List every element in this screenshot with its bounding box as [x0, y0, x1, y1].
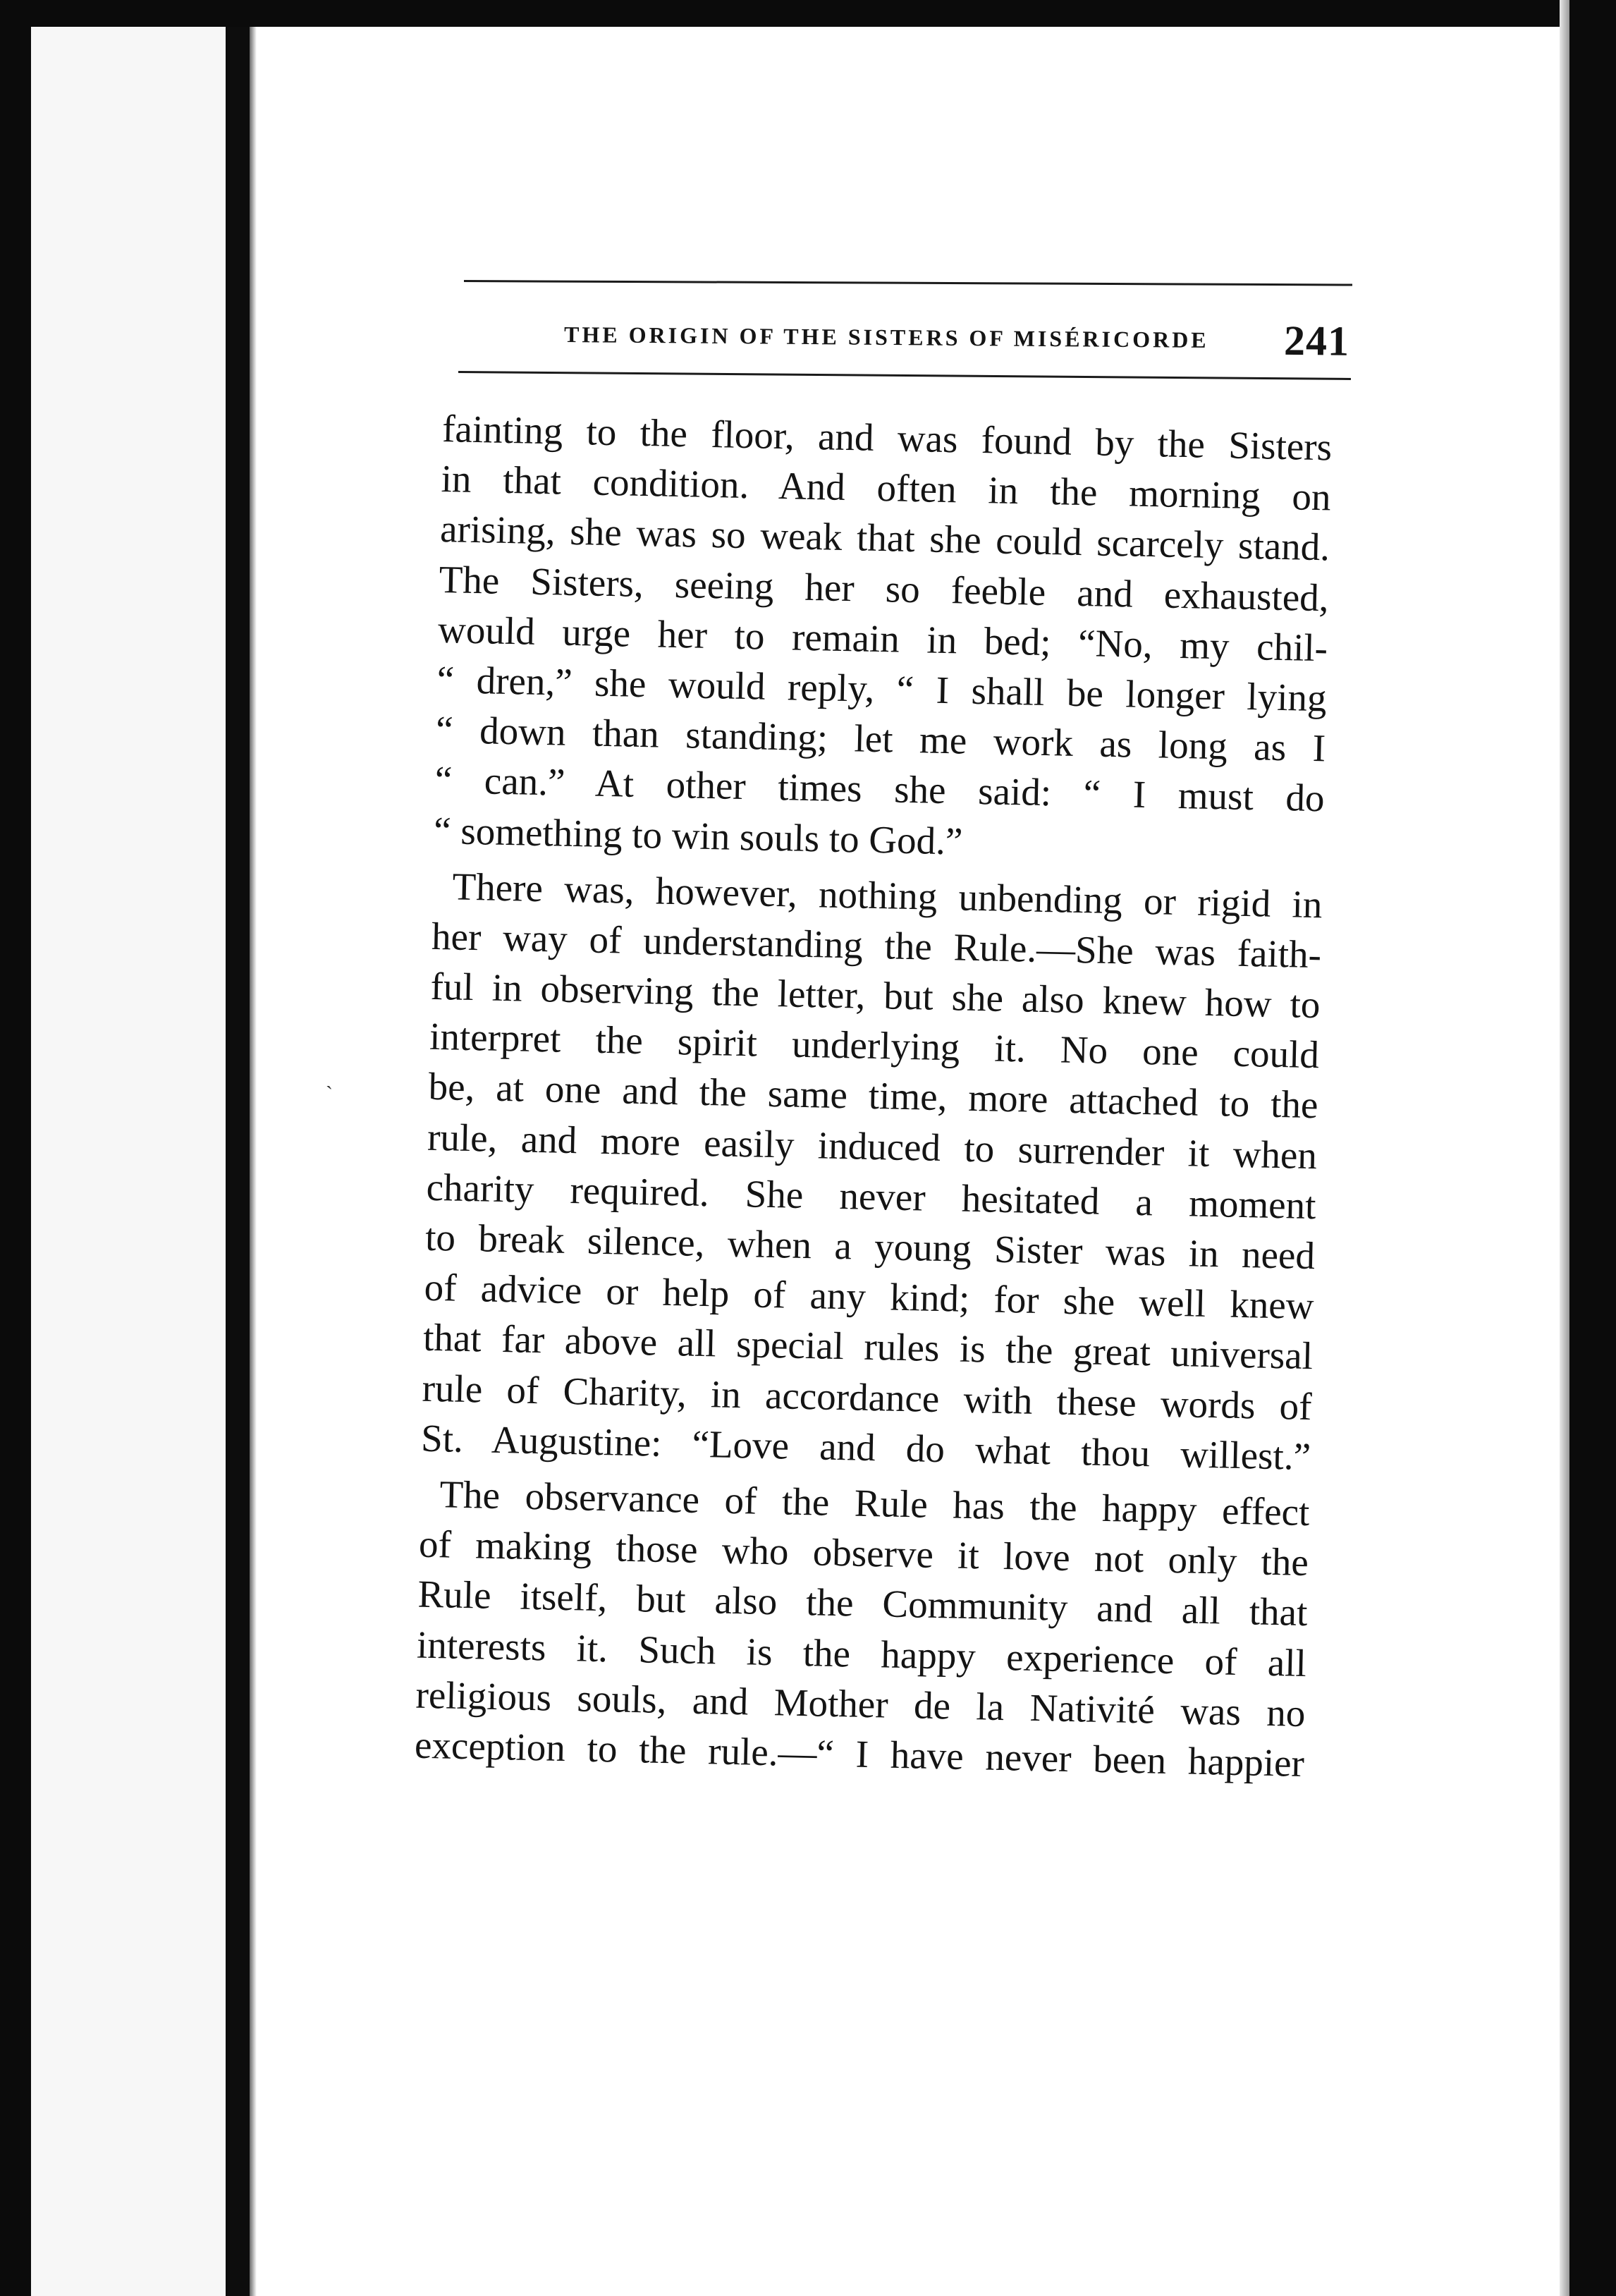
text-line: exception to the rule.—“ I have never been happier: [414, 1723, 1305, 1785]
gutter-shadow: [250, 27, 257, 2296]
text-line: rule of Charity, in accordance with these words of: [422, 1366, 1313, 1428]
text-line: The observance of the Rule has the happy effect: [439, 1472, 1310, 1534]
scan-border-top: [0, 0, 1616, 27]
scan-border-right: [1569, 0, 1616, 2296]
text-line: rule, and more easily induced to surrender it when: [427, 1115, 1318, 1177]
text-line: that far above all special rules is the great universal: [422, 1316, 1314, 1378]
page-edge-shadow: [1560, 0, 1569, 2296]
text-line: “ dren,” she would reply, “ I shall be longer lying: [436, 657, 1328, 720]
text-line: in that condition. And often in the morning on: [441, 457, 1332, 519]
scan-border-left: [0, 0, 31, 2296]
text-line: to break silence, when a young Sister was in need: [424, 1215, 1316, 1278]
page-number: 241: [1283, 317, 1350, 365]
text-line: There was, however, nothing unbending or rigid in: [452, 865, 1323, 926]
running-head-title: THE ORIGIN OF THE SISTERS OF MISÉRICORDE: [563, 322, 1209, 353]
paragraph: [434, 403, 1359, 874]
text-line: would urge her to remain in bed; “No, my chil-: [437, 607, 1328, 670]
text-line: of making those who observe it love not only the: [418, 1522, 1309, 1584]
text-line: The Sisters, seeing her so feeble and exhausted,: [439, 557, 1330, 619]
running-head: [564, 319, 1354, 375]
facing-page-edge: [31, 27, 226, 2296]
text-line: be, at one and the same time, more attached to the: [428, 1065, 1319, 1127]
text-line: of advice or help of any kind; for she well knew: [424, 1265, 1315, 1328]
text-line: “ can.” At other times she said: “ I must do: [434, 758, 1326, 820]
text-line: fainting to the floor, and was found by the Sisters: [441, 406, 1333, 469]
text-line: arising, she was so weak that she could scarcely stand.: [439, 507, 1330, 569]
text-line: Rule itself, but also the Community and all that: [417, 1572, 1308, 1635]
text-line: ful in observing the letter, but she also knew how to: [430, 964, 1321, 1027]
stray-ink-mark: ˎ: [326, 1066, 333, 1089]
paragraph: [414, 1469, 1337, 1789]
header-rule-top: [464, 280, 1352, 286]
text-line: charity required. She never hesitated a moment: [426, 1165, 1317, 1227]
text-line: interpret the spirit underlying it. No one could: [429, 1015, 1320, 1077]
text-line: her way of understanding the Rule.—She was faith-: [431, 914, 1322, 977]
body-text: [414, 403, 1359, 1789]
text-line: “ something to win souls to God.”: [433, 808, 963, 863]
text-line: St. Augustine: “Love and do what thou willest.”: [420, 1416, 1311, 1478]
paragraph: [421, 861, 1350, 1482]
text-line: interests it. Such is the happy experience of all: [416, 1623, 1307, 1685]
text-line: “ down than standing; let me work as long as I: [435, 708, 1326, 770]
book-gutter: [226, 27, 250, 2296]
text-line: religious souls, and Mother de la Nativité was no: [415, 1673, 1306, 1735]
